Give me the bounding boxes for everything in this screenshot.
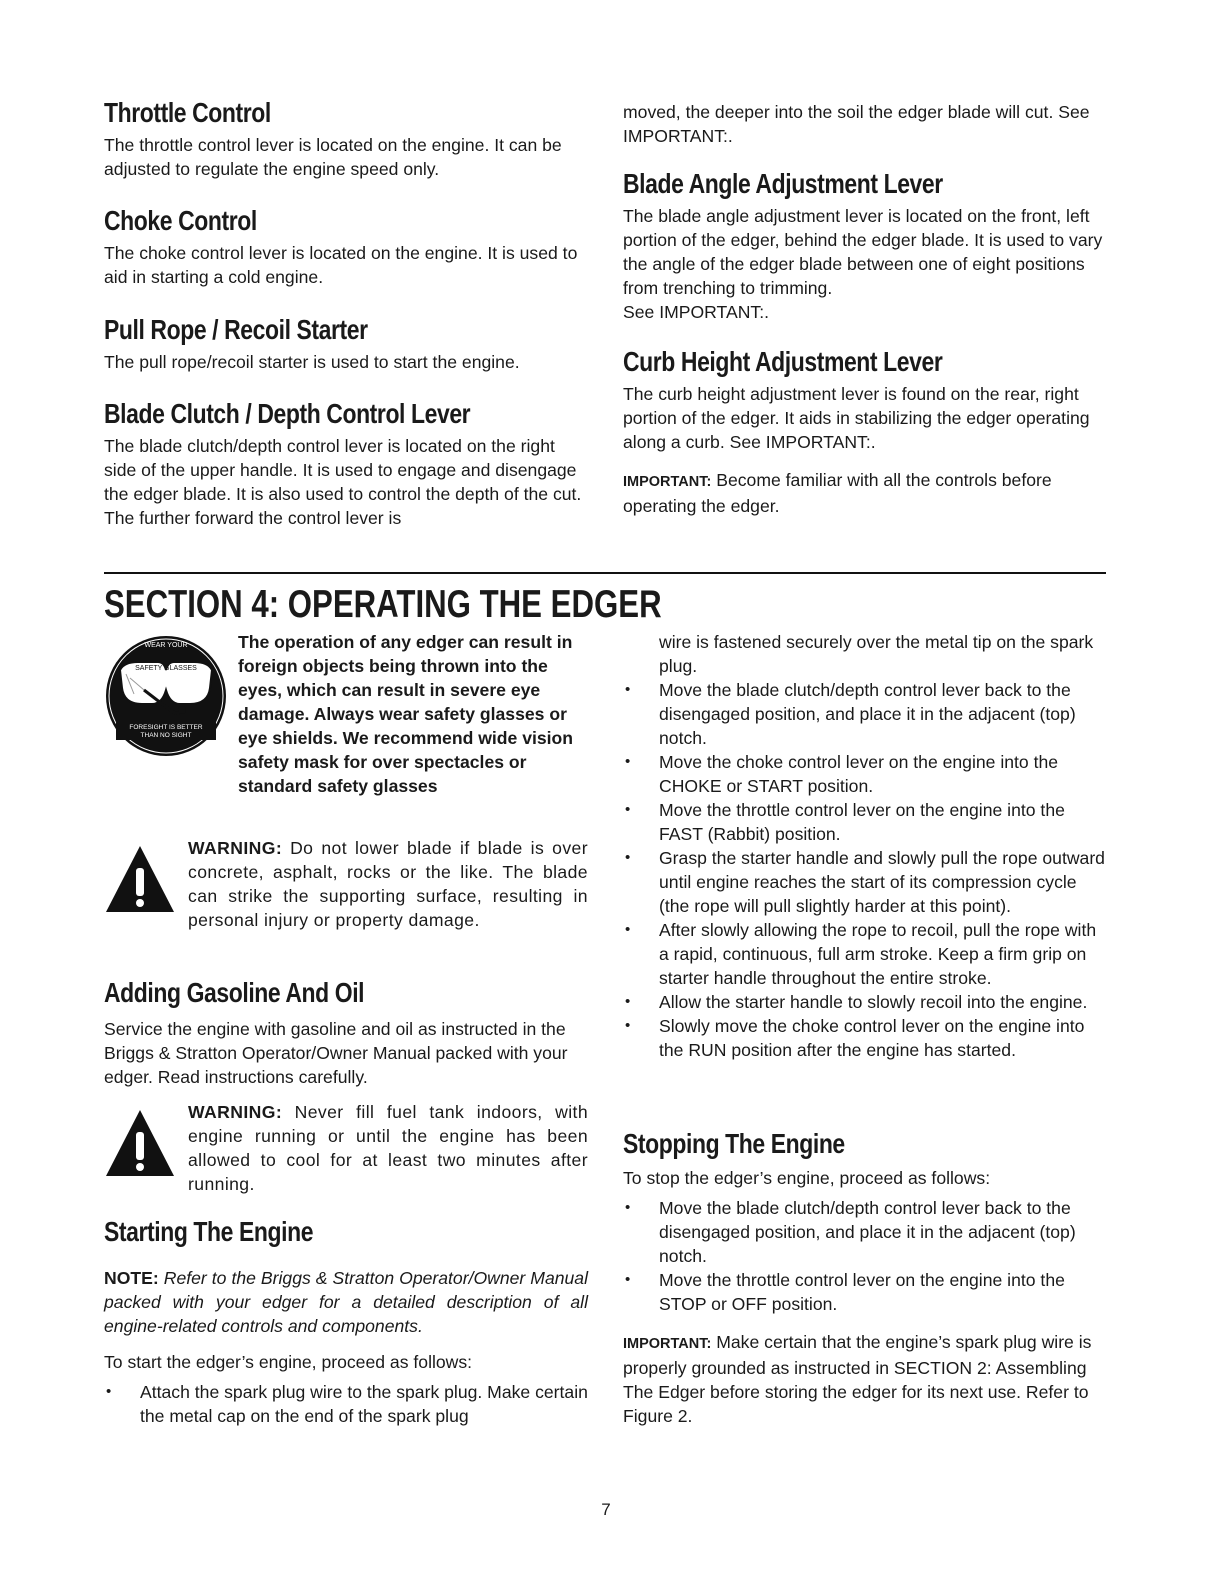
warning-triangle-icon	[104, 844, 176, 914]
blade-angle-text: The blade angle adjustment lever is located on the front, left portion of the edger, behind the edger blade. It is used to vary the angle of the edger blade between one of eight positions from trenching to trimming.	[623, 206, 1103, 298]
adding-gasoline-heading: Adding Gasoline And Oil	[104, 977, 365, 1008]
list-item: • Grasp the starter handle and slowly pull the rope outward until engine reaches the start of its compression cycle (the rope will pull slightly harder at this point).	[623, 846, 1107, 918]
badge-top-text: WEAR YOUR	[144, 642, 188, 649]
stopping-engine-heading: Stopping The Engine	[623, 1128, 845, 1159]
stopping-engine-intro: To stop the edger’s engine, proceed as follows:	[623, 1168, 991, 1188]
warning-blade-text	[188, 836, 588, 932]
badge-mid-text: SAFETY GLASSES	[135, 665, 197, 672]
pull-rope-text: The pull rope/recoil starter is used to start the engine.	[104, 352, 520, 372]
pull-rope-heading: Pull Rope / Recoil Starter	[104, 314, 368, 345]
important-text: Make certain that the engine’s spark plug wire is properly grounded as instructed in SECTION 2: Assembling The Edger before storing the edger for its next use. Refer to Figure 2.	[623, 1332, 1092, 1426]
throttle-control-heading: Throttle Control	[104, 97, 271, 128]
list-item: • Move the throttle control lever on the engine into the STOP or OFF position.	[623, 1268, 1107, 1316]
warning-fuel-label: WARNING:	[188, 1102, 283, 1122]
adding-gasoline-text: Service the engine with gasoline and oil as instructed in the Briggs & Stratton Operator/Owner Manual packed with your edger. Read instructions carefully.	[104, 1019, 568, 1087]
list-item: • Allow the starter handle to slowly recoil into the engine.	[623, 990, 1107, 1014]
blade-angle-section	[623, 168, 1107, 324]
note-label: NOTE:	[104, 1268, 159, 1288]
blade-clutch-heading: Blade Clutch / Depth Control Lever	[104, 398, 471, 429]
throttle-control-section	[104, 97, 588, 181]
safety-glasses-notice	[104, 630, 590, 830]
starting-engine-steps	[623, 630, 1107, 1062]
warning-triangle-icon	[104, 1108, 176, 1178]
page-number: 7	[601, 1500, 611, 1519]
important-text: Become familiar with all the controls before operating the edger.	[623, 470, 1052, 516]
adding-gasoline-section	[104, 977, 588, 1089]
note-text: Refer to the Briggs & Stratton Operator/Owner Manual packed with your edger for a detailed description of all engine-related controls and components.	[104, 1268, 588, 1336]
starting-engine-intro: To start the edger’s engine, proceed as follows:	[104, 1352, 473, 1372]
starting-engine-step-list	[623, 678, 1107, 1062]
list-item: • Move the choke control lever on the engine into the CHOKE or START position.	[623, 750, 1107, 798]
important-label: IMPORTANT:	[623, 1336, 712, 1352]
warning-fuel-body: Never fill fuel tank indoors, with engine running or until the engine has been allowed to cool for at least two minutes after running.	[188, 1102, 588, 1194]
starting-engine-note	[104, 1266, 588, 1338]
safety-glasses-icon	[104, 634, 228, 758]
blade-clutch-section	[104, 398, 588, 530]
curb-height-text: The curb height adjustment lever is found on the rear, right portion of the edger. It aids in stabilizing the edger operating along a curb. See IMPORTANT:.	[623, 384, 1090, 452]
section-title: SECTION 4: OPERATING THE EDGER	[104, 583, 662, 626]
list-item: • Move the throttle control lever on the engine into the FAST (Rabbit) position.	[623, 798, 1107, 846]
choke-control-heading: Choke Control	[104, 205, 257, 236]
blade-angle-heading: Blade Angle Adjustment Lever	[623, 168, 943, 199]
list-item: • After slowly allowing the rope to recoil, pull the rope with a rapid, continuous, full arm stroke. Keep a firm grip on starter handle throughout the entire stroke.	[623, 918, 1107, 990]
throttle-control-text: The throttle control lever is located on the engine. It can be adjusted to regulate the engine speed only.	[104, 135, 562, 179]
curb-height-section	[623, 346, 1107, 518]
choke-control-text: The choke control lever is located on the engine. It is used to aid in starting a cold engine.	[104, 243, 578, 287]
starting-engine-first-step	[104, 1380, 588, 1428]
warning-blade-label: WARNING:	[188, 838, 283, 858]
list-item: • Attach the spark plug wire to the spark plug. Make certain the metal cap on the end of the spark plug	[104, 1380, 588, 1428]
warning-blade-body: Do not lower blade if blade is over concrete, asphalt, rocks or the like. The blade can strike the supporting surface, resulting in personal injury or property damage.	[188, 838, 588, 930]
badge-bottom-text-1: FORESIGHT IS BETTER	[129, 724, 203, 731]
controls-important-note	[623, 468, 1107, 518]
warning-fuel-notice	[104, 1100, 588, 1196]
choke-control-section	[104, 205, 588, 289]
section-divider	[104, 572, 1106, 574]
warning-fuel-text	[188, 1100, 588, 1196]
blade-clutch-continuation-text: moved, the deeper into the soil the edger blade will cut. See IMPORTANT:.	[623, 102, 1090, 146]
storage-important-note	[623, 1330, 1107, 1428]
badge-bottom-text-2: THAN NO SIGHT	[140, 732, 192, 739]
blade-angle-see-important: See IMPORTANT:.	[623, 302, 769, 322]
list-item: • Move the blade clutch/depth control lever back to the disengaged position, and place it in the adjacent (top) notch.	[623, 1196, 1107, 1268]
pull-rope-section	[104, 314, 588, 374]
list-item: • Slowly move the choke control lever on the engine into the RUN position after the engine has started.	[623, 1014, 1107, 1062]
stopping-engine-step-list	[623, 1196, 1107, 1316]
list-item: • Move the blade clutch/depth control lever back to the disengaged position, and place it in the adjacent (top) notch.	[623, 678, 1107, 750]
safety-glasses-badge	[104, 634, 228, 758]
blade-clutch-text: The blade clutch/depth control lever is located on the right side of the upper handle. It is used to engage and disengage the edger blade. It is also used to control the depth of the cut. The further forward the control lever is	[104, 436, 582, 528]
warning-blade-notice	[104, 836, 588, 932]
curb-height-heading: Curb Height Adjustment Lever	[623, 346, 943, 377]
blade-clutch-continuation	[623, 100, 1107, 148]
starting-engine-section	[104, 1216, 588, 1428]
first-step-continuation: wire is fastened securely over the metal tip on the spark plug.	[659, 632, 1094, 676]
important-label: IMPORTANT:	[623, 474, 712, 490]
stopping-engine-section	[623, 1128, 1107, 1428]
starting-engine-heading: Starting The Engine	[104, 1216, 314, 1247]
safety-glasses-text: The operation of any edger can result in foreign objects being thrown into the eyes, which can result in severe eye damage. Always wear safety glasses or eye shields. We recommend wide vision safety mask for over spectacles or standard safety glasses	[238, 632, 574, 796]
